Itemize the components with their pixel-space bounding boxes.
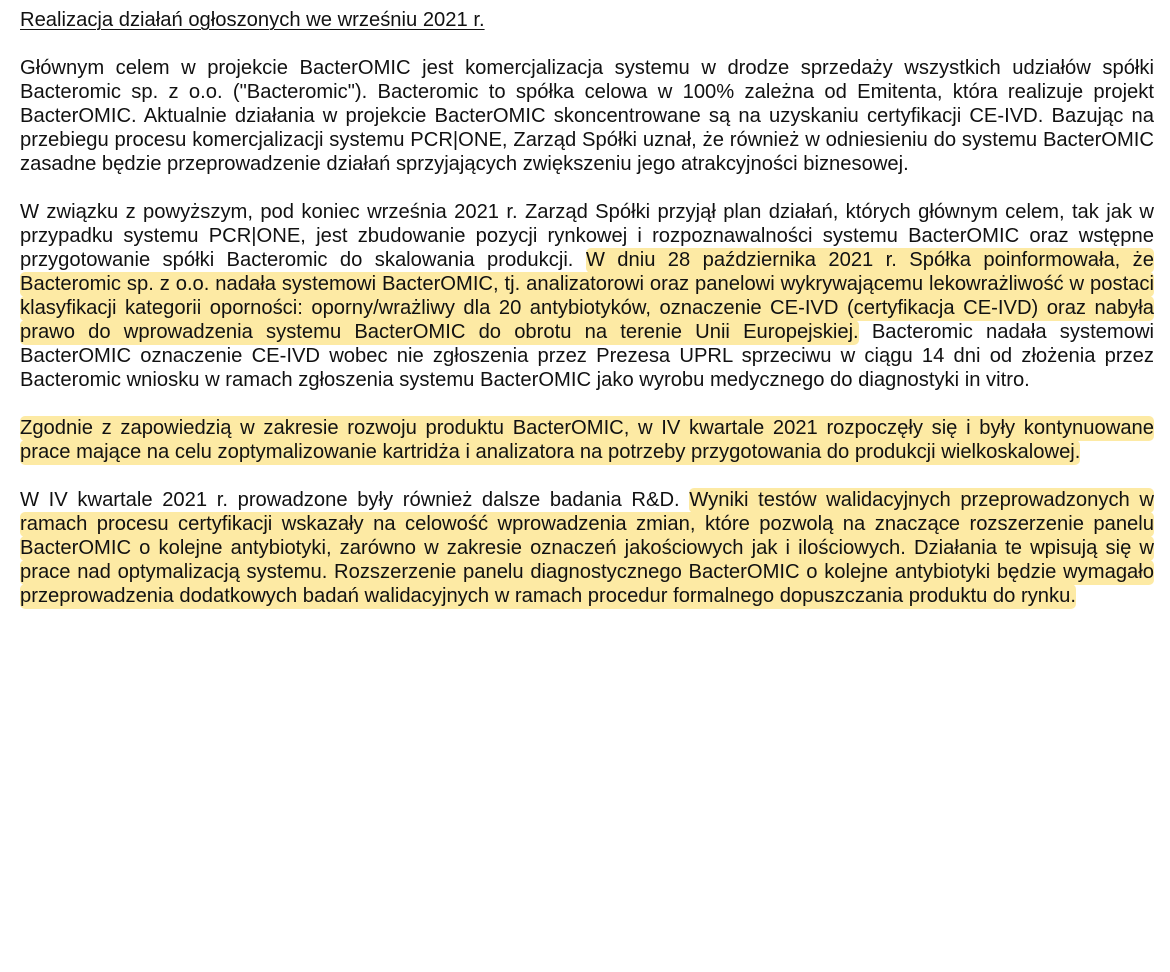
paragraph-2	[20, 200, 1154, 392]
paragraph-4-text: W IV kwartale 2021 r. prowadzone były również dalsze badania R&D.	[20, 489, 690, 511]
paragraph-4	[20, 488, 1154, 608]
paragraph-2-text: W związku z powyższym, pod koniec września 2021 r. Zarząd Spółki przyjął plan działań, których głównym celem, tak jak w przypadku systemu PCR|ONE, jest zbudowanie pozycji rynkowej i rozpoznawalności systemu BacterOMIC oraz wstępne przygotowanie spółki Bacteromic do skalowania produkcji.	[20, 201, 1154, 271]
document-page	[20, 0, 1154, 608]
paragraph-2-text-end: Bacteromic nadała systemowi BacterOMIC oznaczenie CE-IVD wobec nie zgłoszenia przez Prezesa UPRL sprzeciwu w ciągu 14 dni od złożenia przez Bacteromic wniosku w ramach zgłoszenia systemu BacterOMIC jako wyrobu medycznego do diagnostyki in vitro.	[20, 321, 1155, 391]
paragraph-3-highlight: Zgodnie z zapowiedzią w zakresie rozwoju produktu BacterOMIC, w IV kwartale 2021 rozpoczęły się i były kontynuowane prace mające na celu zoptymalizowanie kartridża i analizatora na potrzeby przygotowania do produkcji wielkoskalowej.	[20, 417, 1154, 463]
paragraph-1-text: Głównym celem w projekcie BacterOMIC jest komercjalizacja systemu w drodze sprzedaży wszystkich udziałów spółki Bacteromic sp. z o.o. ("Bacteromic"). Bacteromic to spółka celowa w 100% zależna od Emitenta, która realizuje projekt BacterOMIC. Aktualnie działania w projekcie BacterOMIC skoncentrowane są na uzyskaniu certyfikacji CE-IVD. Bazując na przebiegu procesu komercjalizacji systemu PCR|ONE, Zarząd Spółki uznał, że również w odniesieniu do systemu BacterOMIC zasadne będzie przeprowadzenie działań sprzyjających zwiększeniu jego atrakcyjności biznesowej.	[20, 57, 1154, 175]
paragraph-2-highlight: W dniu 28 października 2021 r. Spółka poinformowała, że Bacteromic sp. z o.o. nadała systemowi BacterOMIC, tj. analizatorowi oraz panelowi wykrywającemu lekowrażliwość w postaci klasyfikacji kategorii oporności: oporny/wrażliwy dla 20 antybiotyków, oznaczenie CE-IVD (certyfikacja CE-IVD) oraz nabyła prawo do wprowadzenia systemu BacterOMIC do obrotu na terenie Unii Europejskiej.	[20, 249, 1154, 343]
paragraph-3	[20, 416, 1154, 464]
paragraph-4-highlight: Wyniki testów walidacyjnych przeprowadzonych w ramach procesu certyfikacji wskazały na celowość wprowadzenia zmian, które pozwolą na znaczące rozszerzenie panelu BacterOMIC o kolejne antybiotyki, zarówno w zakresie oznaczeń jakościowych jak i ilościowych. Działania te wpisują się w prace nad optymalizacją systemu. Rozszerzenie panelu diagnostycznego BacterOMIC o kolejne antybiotyki będzie wymagało przeprowadzenia dodatkowych badań walidacyjnych w ramach procedur formalnego dopuszczania produktu do rynku.	[20, 489, 1154, 607]
paragraph-1	[20, 56, 1154, 176]
section-heading: Realizacja działań ogłoszonych we wrześniu 2021 r.	[20, 9, 485, 31]
